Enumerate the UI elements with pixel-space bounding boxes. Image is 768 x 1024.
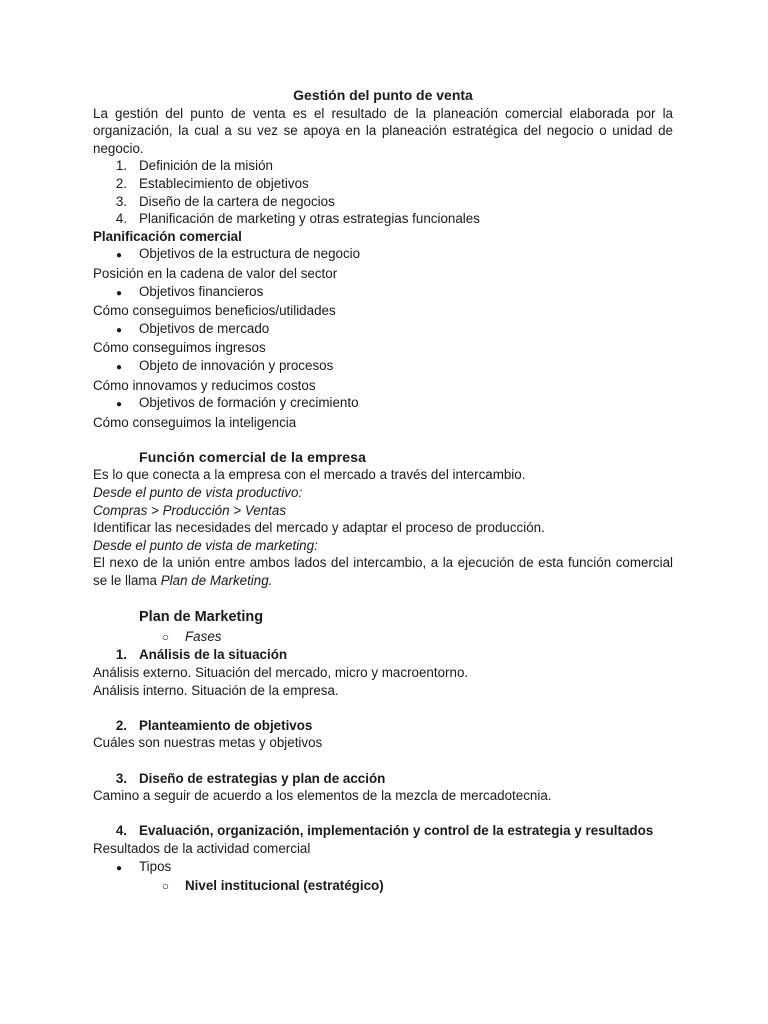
spacer bbox=[93, 431, 673, 449]
item-description: Posición en la cadena de valor del sector bbox=[93, 265, 338, 281]
bullet-icon: ● bbox=[115, 324, 122, 336]
list-item: 4. Planificación de marketing y otras estrategias funcionales bbox=[115, 211, 480, 227]
list-item: ● Objetivos de mercado bbox=[93, 320, 673, 340]
spacer bbox=[93, 752, 673, 770]
bullet-icon: ● bbox=[115, 361, 122, 373]
bullet-icon: ● bbox=[115, 250, 122, 262]
circle-bullet-icon: ○ bbox=[161, 629, 169, 644]
item-description: Cómo conseguimos beneficios/utilidades bbox=[93, 303, 336, 319]
list-item: ● Objetivos de la estructura de negocio bbox=[93, 245, 673, 265]
phase-title: 4. Evaluación, organización, implementación y control de la estrategia y resultados bbox=[115, 823, 654, 839]
phase-title: 3. Diseño de estrategias y plan de acción bbox=[115, 770, 386, 786]
phase-title: 2. Planteamiento de objetivos bbox=[115, 717, 313, 733]
productive-text: Identificar las necesidades del mercado y adaptar el proceso de producción. bbox=[93, 520, 545, 536]
bullet-icon: ● bbox=[115, 399, 122, 411]
spacer bbox=[93, 699, 673, 717]
funcion-heading: Función comercial de la empresa bbox=[139, 448, 367, 465]
spacer bbox=[93, 805, 673, 823]
spacer bbox=[93, 590, 673, 608]
productive-label: Desde el punto de vista productivo: bbox=[93, 485, 303, 501]
item-description: Cómo conseguimos ingresos bbox=[93, 340, 266, 356]
phase-line: Análisis externo. Situación del mercado, micro y macroentorno. bbox=[93, 665, 469, 680]
planificacion-list bbox=[93, 245, 673, 431]
circle-bullet-icon: ○ bbox=[161, 879, 169, 894]
intro-paragraph: La gestión del punto de venta es el resultado de la planeación comercial elaborada por la organización, la cual a su vez se apoya en la planeación estratégica del negocio o unidad de negocio. bbox=[93, 105, 673, 156]
document-body bbox=[93, 87, 673, 896]
list-item: ○ Nivel institucional (estratégico) bbox=[93, 877, 673, 896]
bullet-icon: ● bbox=[115, 287, 122, 299]
steps-list bbox=[93, 157, 673, 227]
phase-line: Resultados de la actividad comercial bbox=[93, 840, 311, 856]
phase-line: Camino a seguir de acuerdo a los elementos de la mezcla de mercadotecnia. bbox=[93, 788, 552, 804]
phase-line: Cuáles son nuestras metas y objetivos bbox=[93, 735, 323, 751]
list-item: ● Objetivos de formación y crecimiento bbox=[93, 394, 673, 414]
list-item: 2. Establecimiento de objetivos bbox=[115, 175, 309, 191]
list-item: ○ Fases bbox=[93, 628, 673, 647]
plan-heading: Plan de Marketing bbox=[139, 609, 264, 626]
list-item: 3. Diseño de la cartera de negocios bbox=[115, 193, 335, 209]
phase-line: Análisis interno. Situación de la empresa. bbox=[93, 682, 339, 698]
funcion-line: Es lo que conecta a la empresa con el mercado a través del intercambio. bbox=[93, 467, 526, 483]
planificacion-heading: Planificación comercial bbox=[93, 228, 242, 244]
productive-flow: Compras > Producción > Ventas bbox=[93, 502, 287, 518]
list-item: ● Tipos bbox=[93, 858, 673, 878]
phase-title: 1. Análisis de la situación bbox=[115, 647, 288, 663]
marketing-text: El nexo de la unión entre ambos lados del intercambio, a la ejecución de esta función comercial se le llama Plan de Marketing. bbox=[93, 555, 673, 589]
bullet-icon: ● bbox=[115, 862, 122, 874]
marketing-label: Desde el punto de vista de marketing: bbox=[93, 537, 318, 553]
list-item: ● Objeto de innovación y procesos bbox=[93, 357, 673, 377]
item-description: Cómo innovamos y reducimos costos bbox=[93, 377, 316, 393]
item-description: Cómo conseguimos la inteligencia bbox=[93, 414, 297, 430]
list-item: 1. Definición de la misión bbox=[115, 158, 273, 174]
list-item: ● Objetivos financieros bbox=[93, 283, 673, 303]
document-title: Gestión del punto de venta bbox=[293, 87, 473, 103]
